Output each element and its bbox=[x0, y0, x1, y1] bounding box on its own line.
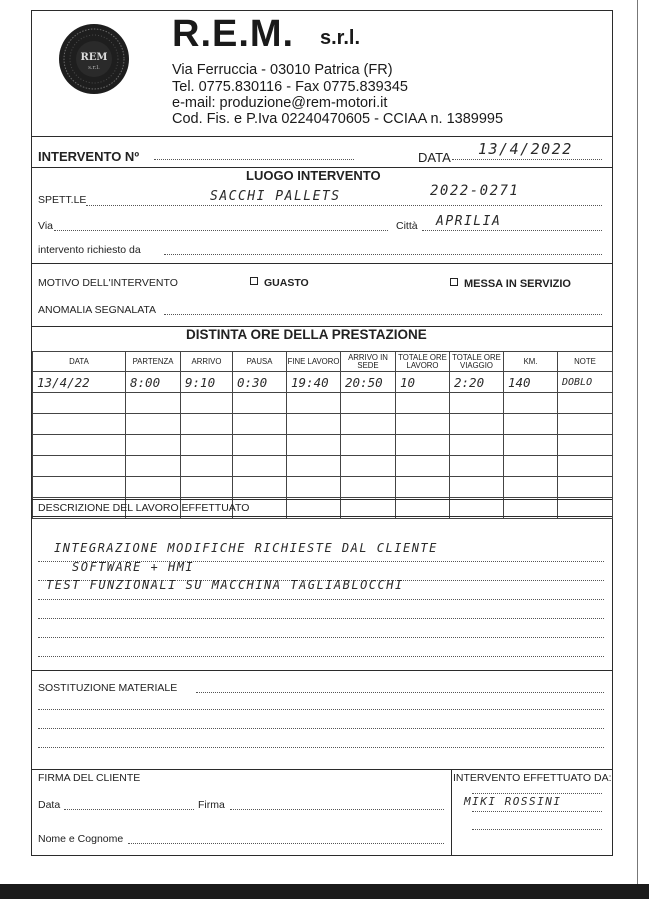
rem-logo bbox=[58, 23, 130, 95]
table-cell[interactable] bbox=[126, 414, 181, 435]
table-cell[interactable] bbox=[181, 393, 233, 414]
table-cell[interactable] bbox=[33, 435, 126, 456]
materials-label: SOSTITUZIONE MATERIALE bbox=[38, 682, 178, 694]
table-cell[interactable] bbox=[450, 456, 504, 477]
company-email: e-mail: produzione@rem-motori.it bbox=[172, 95, 388, 111]
intervention-number-field[interactable] bbox=[154, 159, 354, 160]
work-line-text: TEST FUNZIONALI SU MACCHINA TAGLIABLOCCHI bbox=[46, 578, 404, 592]
city-label: Città bbox=[396, 220, 418, 232]
table-cell[interactable]: 20:50 bbox=[341, 372, 396, 393]
divider bbox=[451, 769, 452, 855]
signature-field[interactable] bbox=[230, 809, 444, 810]
materials-line[interactable] bbox=[38, 709, 604, 710]
reason-label: MOTIVO DELL'INTERVENTO bbox=[38, 277, 178, 289]
street-label: Via bbox=[38, 220, 53, 232]
table-cell[interactable] bbox=[450, 414, 504, 435]
client-signature-label: FIRMA DEL CLIENTE bbox=[38, 772, 141, 784]
intervention-date-label: DATA bbox=[418, 150, 451, 165]
table-cell[interactable]: DOBLO bbox=[558, 372, 613, 393]
requested-by-field[interactable] bbox=[164, 254, 602, 255]
table-cell[interactable] bbox=[396, 477, 450, 498]
anomaly-field[interactable] bbox=[164, 314, 602, 315]
scan-bottom-band bbox=[0, 884, 649, 899]
column-header: KM. bbox=[504, 352, 558, 372]
work-description-label: DESCRIZIONE DEL LAVORO EFFETTUATO bbox=[38, 502, 250, 514]
divider bbox=[32, 136, 612, 137]
logo-text: REM bbox=[80, 52, 108, 63]
table-cell[interactable] bbox=[233, 456, 287, 477]
performed-by-line[interactable] bbox=[472, 793, 602, 794]
table-cell[interactable] bbox=[558, 456, 613, 477]
city-value: APRILIA bbox=[436, 214, 502, 229]
table-row bbox=[33, 372, 613, 393]
table-cell[interactable]: 2:20 bbox=[450, 372, 504, 393]
hours-table bbox=[32, 351, 613, 519]
materials-line[interactable] bbox=[38, 747, 604, 748]
work-line-text: INTEGRAZIONE MODIFICHE RICHIESTE DAL CLIENTE bbox=[54, 541, 438, 555]
divider bbox=[32, 499, 612, 500]
table-cell[interactable] bbox=[558, 414, 613, 435]
reference-value: 2022-0271 bbox=[430, 183, 520, 199]
materials-line[interactable] bbox=[38, 728, 604, 729]
table-cell[interactable] bbox=[233, 477, 287, 498]
table-cell[interactable] bbox=[126, 477, 181, 498]
table-cell[interactable] bbox=[558, 393, 613, 414]
column-header: ARRIVO bbox=[181, 352, 233, 372]
customer-field[interactable] bbox=[86, 205, 602, 206]
table-cell[interactable] bbox=[450, 435, 504, 456]
table-row bbox=[33, 456, 613, 477]
divider bbox=[32, 769, 612, 770]
table-cell[interactable]: 8:00 bbox=[126, 372, 181, 393]
performed-by-line[interactable] bbox=[472, 811, 602, 812]
signature-label: Firma bbox=[198, 799, 225, 811]
table-cell[interactable] bbox=[341, 435, 396, 456]
table-cell[interactable] bbox=[558, 435, 613, 456]
table-cell[interactable] bbox=[181, 477, 233, 498]
divider bbox=[32, 516, 612, 517]
divider bbox=[32, 670, 612, 671]
table-cell[interactable] bbox=[504, 414, 558, 435]
work-line-text: SOFTWARE + HMI bbox=[72, 560, 195, 574]
table-cell[interactable] bbox=[33, 393, 126, 414]
fault-checkbox[interactable] bbox=[250, 277, 258, 285]
table-row bbox=[33, 477, 613, 498]
table-cell[interactable]: 0:30 bbox=[233, 372, 287, 393]
work-line[interactable] bbox=[38, 656, 604, 657]
table-row bbox=[33, 435, 613, 456]
column-header: ARRIVO IN SEDE bbox=[341, 352, 396, 372]
table-cell[interactable]: 19:40 bbox=[287, 372, 341, 393]
table-cell[interactable] bbox=[181, 414, 233, 435]
performed-by-value: MIKI ROSSINI bbox=[464, 795, 562, 808]
table-cell[interactable] bbox=[341, 456, 396, 477]
table-cell[interactable] bbox=[233, 414, 287, 435]
table-cell[interactable] bbox=[126, 435, 181, 456]
intervention-date-value: 13/4/2022 bbox=[478, 140, 573, 158]
table-cell[interactable] bbox=[450, 477, 504, 498]
table-cell[interactable] bbox=[233, 393, 287, 414]
commissioning-checkbox[interactable] bbox=[450, 278, 458, 286]
table-cell[interactable] bbox=[126, 393, 181, 414]
table-cell[interactable]: 13/4/22 bbox=[33, 372, 126, 393]
table-cell[interactable] bbox=[396, 435, 450, 456]
customer-label: SPETT.LE bbox=[38, 194, 87, 206]
table-row bbox=[33, 393, 613, 414]
company-phone: Tel. 0775.830116 - Fax 0775.839345 bbox=[172, 79, 408, 95]
signature-date-field[interactable] bbox=[64, 809, 194, 810]
table-cell[interactable] bbox=[396, 456, 450, 477]
fault-option[interactable] bbox=[250, 277, 309, 289]
table-cell[interactable] bbox=[558, 477, 613, 498]
name-label: Nome e Cognome bbox=[38, 833, 124, 845]
divider bbox=[32, 263, 612, 264]
table-cell[interactable] bbox=[181, 435, 233, 456]
company-fiscal: Cod. Fis. e P.Iva 02240470605 - CCIAA n. 1389995 bbox=[172, 111, 504, 127]
performed-by-line[interactable] bbox=[472, 829, 602, 830]
table-row bbox=[33, 414, 613, 435]
column-header: FINE LAVORO bbox=[287, 352, 341, 372]
table-cell[interactable] bbox=[33, 456, 126, 477]
name-field[interactable] bbox=[128, 843, 444, 844]
table-cell[interactable] bbox=[396, 393, 450, 414]
location-title: LUOGO INTERVENTO bbox=[246, 168, 381, 183]
table-cell[interactable] bbox=[341, 393, 396, 414]
customer-value: SACCHI PALLETS bbox=[210, 189, 341, 204]
table-cell[interactable] bbox=[126, 456, 181, 477]
intervention-date-field[interactable] bbox=[452, 159, 602, 160]
work-line[interactable] bbox=[38, 637, 604, 638]
table-cell[interactable] bbox=[287, 477, 341, 498]
table-cell[interactable]: 9:10 bbox=[181, 372, 233, 393]
column-header: NOTE bbox=[558, 352, 613, 372]
company-suffix: s.r.l. bbox=[320, 27, 361, 49]
table-cell[interactable] bbox=[287, 435, 341, 456]
logo-subtext: s.r.l. bbox=[88, 65, 100, 71]
column-header: DATA bbox=[33, 352, 126, 372]
company-name: R.E.M. bbox=[172, 13, 295, 55]
scan-edge bbox=[637, 0, 638, 899]
work-line[interactable] bbox=[38, 599, 604, 600]
company-address: Via Ferruccia - 03010 Patrica (FR) bbox=[172, 62, 393, 78]
column-header: TOTALE ORE VIAGGIO bbox=[450, 352, 504, 372]
table-cell[interactable] bbox=[287, 414, 341, 435]
performed-by-label: INTERVENTO EFFETTUATO DA: bbox=[453, 772, 612, 784]
column-header: TOTALE ORE LAVORO bbox=[396, 352, 450, 372]
commissioning-option-label: MESSA IN SERVIZIO bbox=[464, 278, 571, 290]
table-cell[interactable] bbox=[287, 393, 341, 414]
table-cell[interactable] bbox=[33, 477, 126, 498]
table-cell[interactable] bbox=[504, 477, 558, 498]
hours-title: DISTINTA ORE DELLA PRESTAZIONE bbox=[186, 327, 427, 342]
fault-option-label: GUASTO bbox=[264, 277, 309, 289]
commissioning-option[interactable] bbox=[450, 278, 571, 290]
street-field[interactable] bbox=[54, 230, 388, 231]
column-header: PARTENZA bbox=[126, 352, 181, 372]
intervention-number-label: INTERVENTO Nº bbox=[38, 149, 140, 164]
requested-by-label: intervento richiesto da bbox=[38, 244, 141, 256]
table-cell[interactable] bbox=[450, 393, 504, 414]
anomaly-label: ANOMALIA SEGNALATA bbox=[38, 304, 157, 316]
city-field[interactable] bbox=[422, 230, 602, 231]
materials-line[interactable] bbox=[196, 692, 604, 693]
table-cell[interactable] bbox=[341, 414, 396, 435]
table-cell[interactable] bbox=[504, 435, 558, 456]
signature-date-label: Data bbox=[38, 799, 61, 811]
table-cell[interactable] bbox=[341, 477, 396, 498]
column-header: PAUSA bbox=[233, 352, 287, 372]
table-cell[interactable] bbox=[33, 414, 126, 435]
hours-header-row bbox=[33, 352, 613, 372]
intervention-form bbox=[31, 10, 613, 856]
table-cell[interactable] bbox=[181, 456, 233, 477]
table-cell[interactable] bbox=[504, 456, 558, 477]
table-cell[interactable] bbox=[396, 414, 450, 435]
table-cell[interactable]: 140 bbox=[504, 372, 558, 393]
table-cell[interactable] bbox=[233, 435, 287, 456]
table-cell[interactable] bbox=[287, 456, 341, 477]
work-line[interactable] bbox=[38, 618, 604, 619]
table-cell[interactable] bbox=[504, 393, 558, 414]
table-cell[interactable]: 10 bbox=[396, 372, 450, 393]
